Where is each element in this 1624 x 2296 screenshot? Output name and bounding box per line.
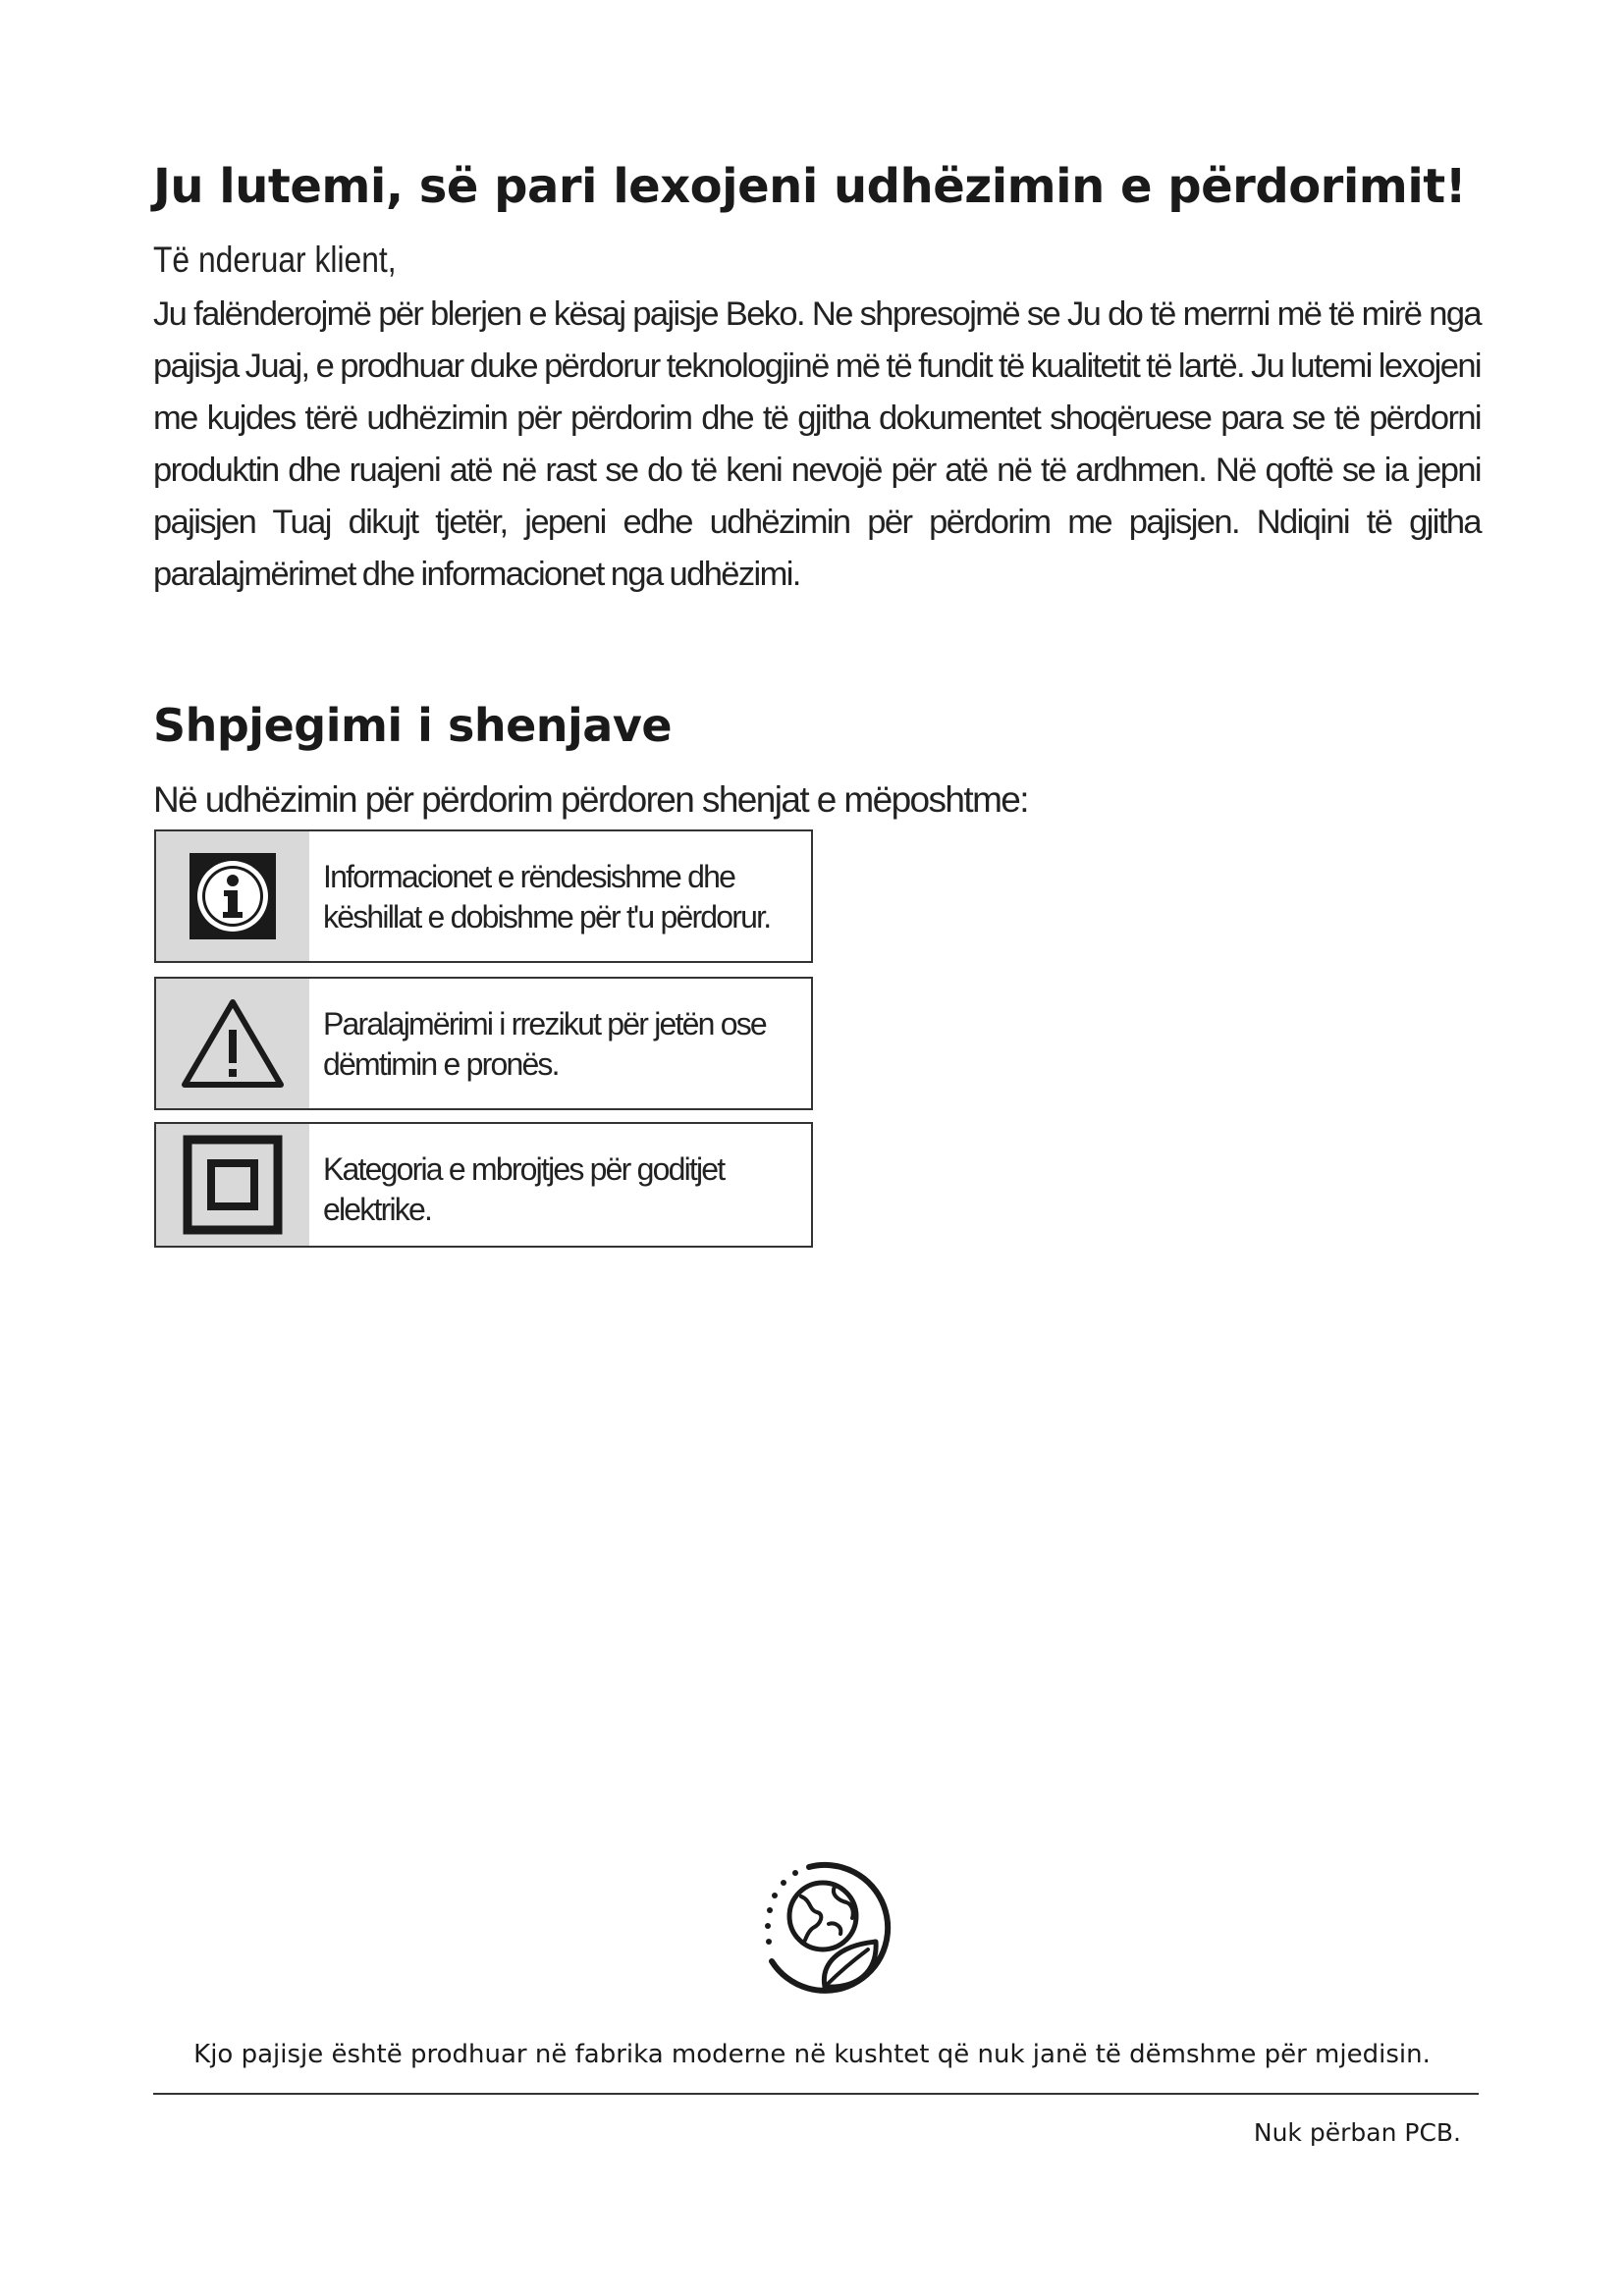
warning-description: Paralajmërimi i rrezikut për jetën ose dëmtimin e pronës. <box>323 1006 766 1082</box>
eco-statement: Kjo pajisje është prodhuar në fabrika moderne në kushtet që nuk janë të dëmshme për mjedisin. <box>193 2040 1431 2069</box>
symbols-intro: Në udhëzimin për përdorim përdoren shenjat e mëposhtme: <box>153 779 1028 820</box>
double-square-class-ii-icon <box>156 1124 309 1246</box>
footer-divider <box>153 2093 1479 2095</box>
info-icon <box>156 831 309 961</box>
main-heading: Ju lutemi, së pari lexojeni udhëzimin e përdorimit! <box>153 159 1467 214</box>
symbols-heading: Shpjegimi i shenjave <box>153 699 673 752</box>
warning-triangle-icon <box>156 979 309 1108</box>
symbol-row-info <box>154 829 813 963</box>
protection-class-description: Kategoria e mbrojtjes për goditjet elektrike. <box>323 1151 725 1227</box>
info-description: Informacionet e rëndesishme dhe këshillat e dobishme për t'u përdorur. <box>323 859 771 934</box>
eco-globe-leaf-icon <box>756 1855 903 2002</box>
greeting: Të nderuar klient, <box>153 240 397 280</box>
intro-paragraph: Ju falënderojmë për blerjen e kësaj pajisje Beko. Ne shpresojmë se Ju do të merrni më të mirë nga pajisja Juaj, e prodhuar duke përdorur teknologjinë më të fundit të kualitetit të lartë. Ju lutemi lexojeni me kujdes tërë udhëzimin për përdorim dhe të gjitha dokumentet shoqëruese para se të përdorni produktin dhe ruajeni atë në rast se do të keni nevojë për atë në të ardhmen. Në qoftë se ia jepni pajisjen Tuaj dikujt tjetër, jepeni edhe udhëzimin për përdorim me pajisjen. Ndiqini të gjitha paralajmërimet dhe informacionet nga udhëzimi. <box>153 295 1481 593</box>
symbol-row-warning <box>154 977 813 1110</box>
symbol-row-protection-class <box>154 1122 813 1248</box>
pcb-note: Nuk përban PCB. <box>1253 2118 1461 2147</box>
